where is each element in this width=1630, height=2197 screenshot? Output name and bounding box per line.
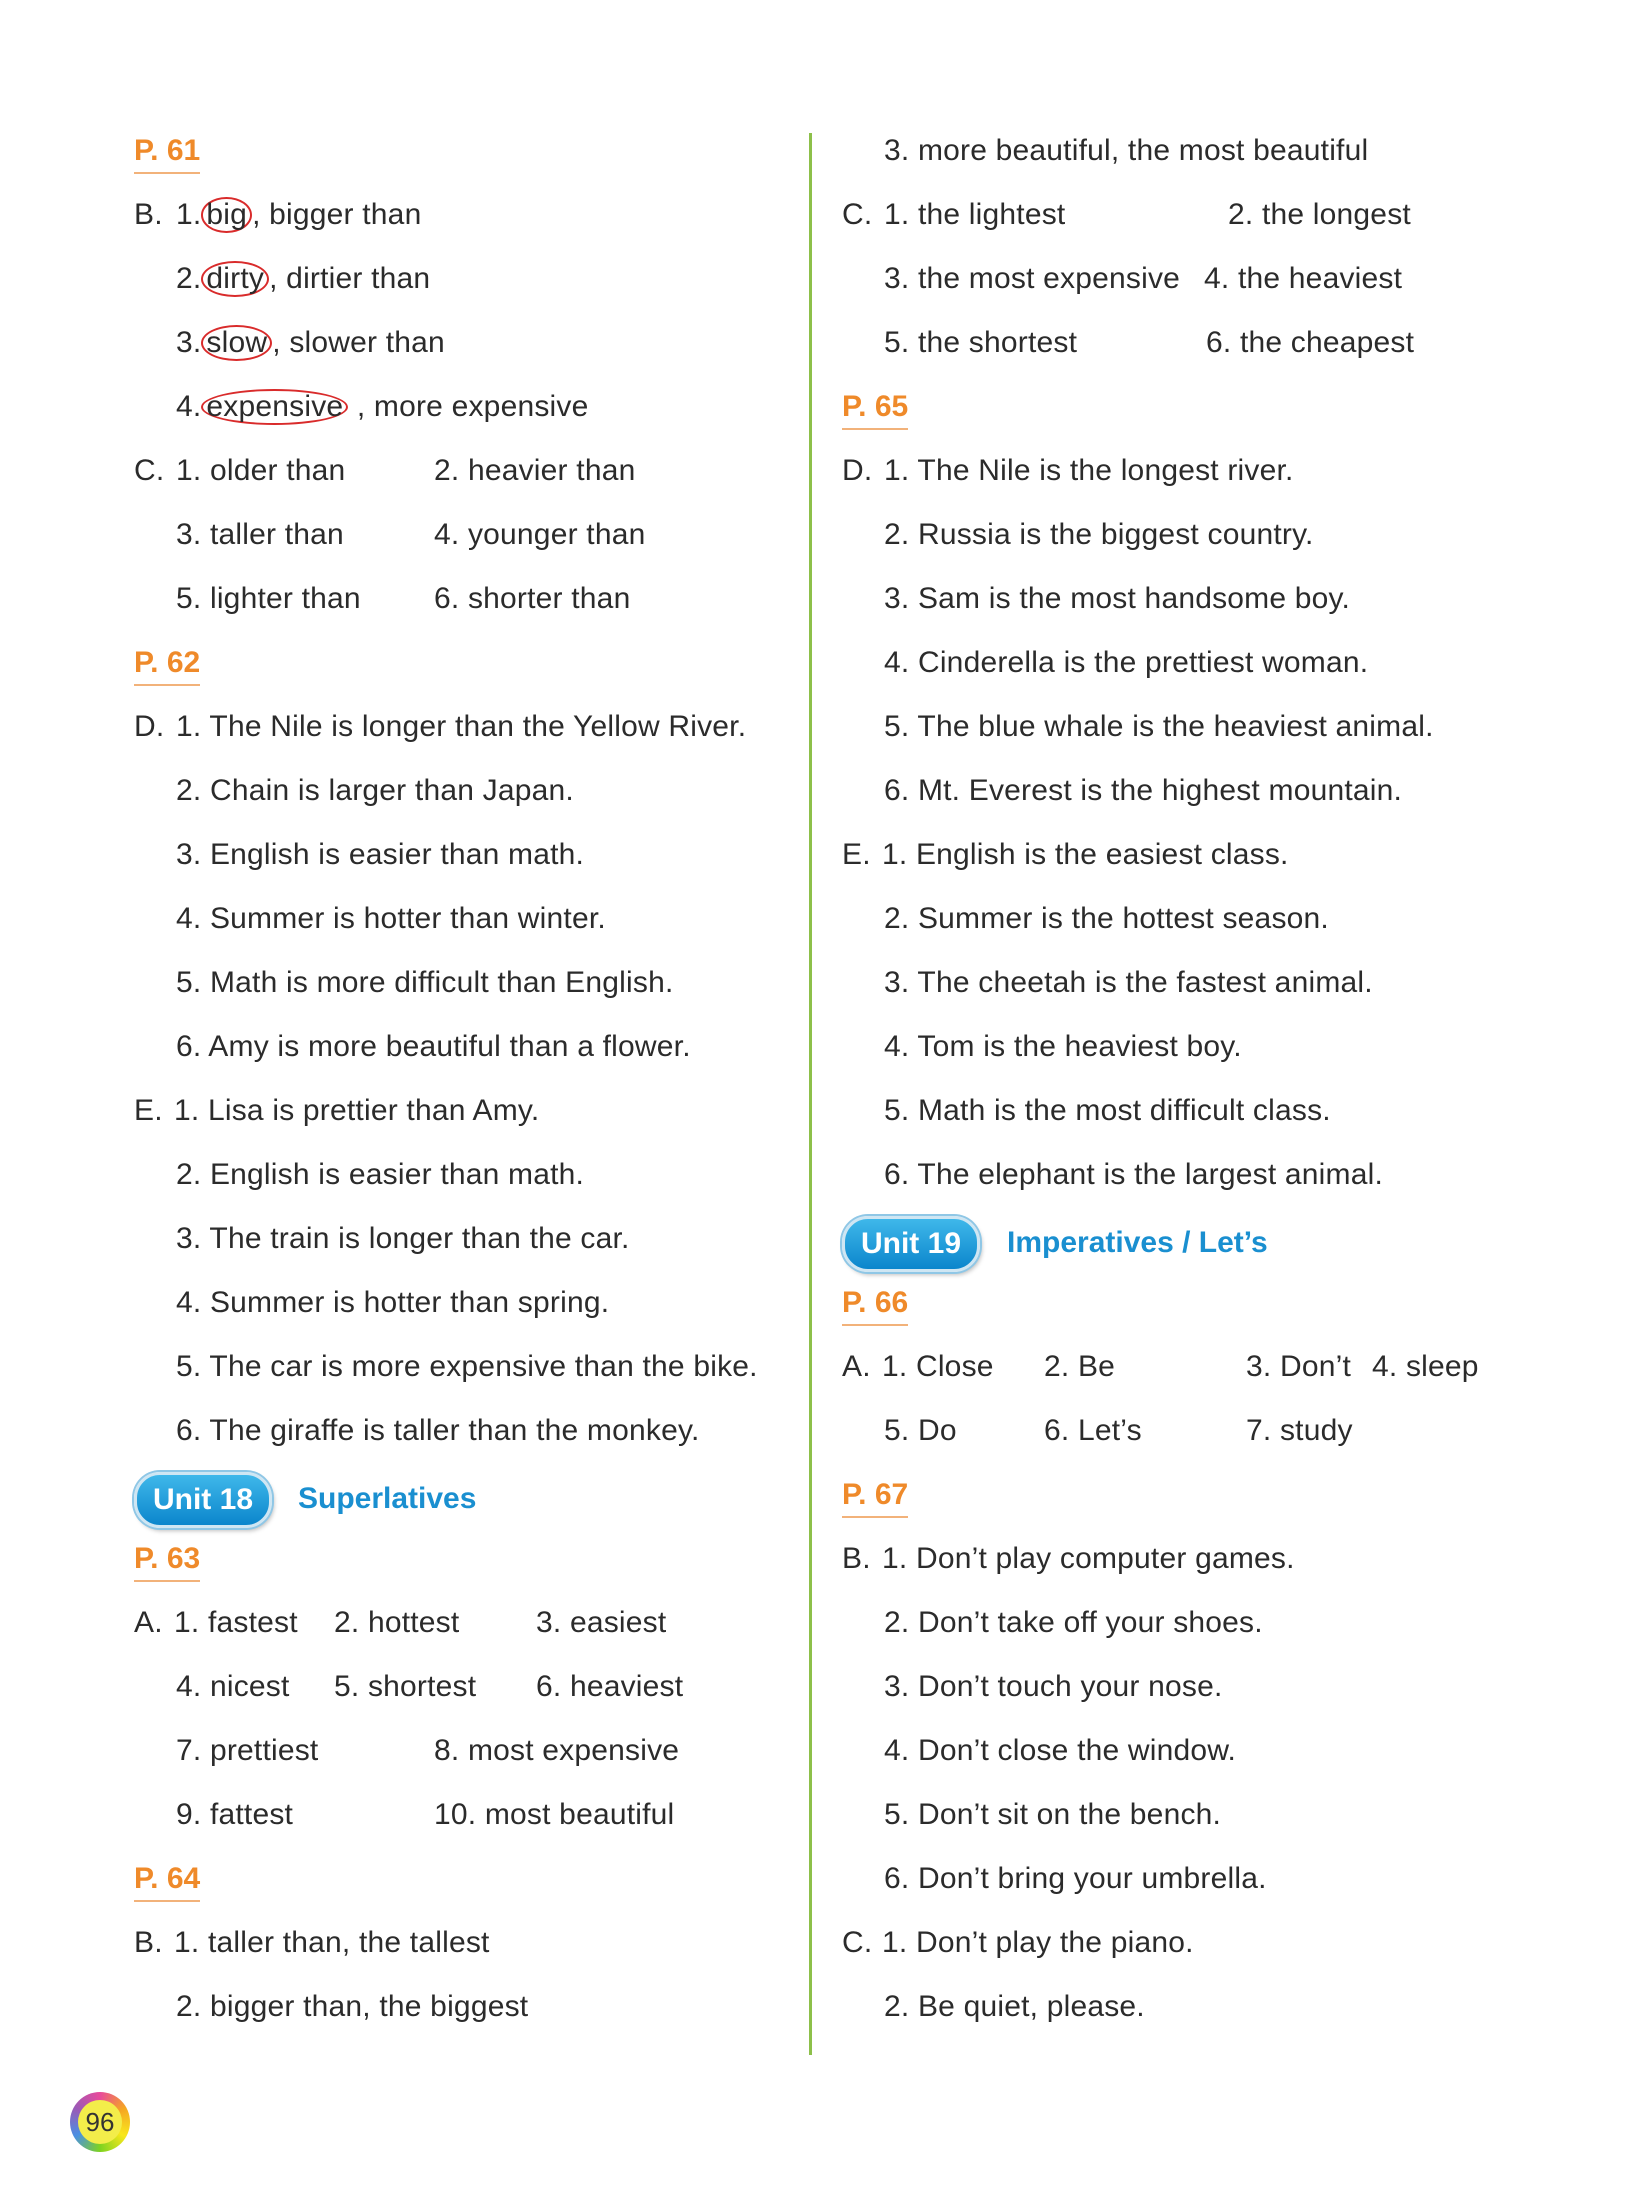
answer-e3: 3. The train is longer than the car. — [176, 1222, 630, 1255]
answer-c2: 2. heavier than — [434, 454, 636, 487]
answer-a4: 4. sleep — [1372, 1350, 1479, 1383]
answer-b3: 3. Don’t touch your nose. — [884, 1670, 1223, 1703]
answer-e6: 6. The giraffe is taller than the monkey. — [176, 1414, 700, 1447]
answer-c1: 1. Don’t play the piano. — [882, 1926, 1194, 1959]
unit-18-badge: Unit 18 — [134, 1472, 272, 1528]
answer-b1: 1. taller than, the tallest — [174, 1926, 490, 1959]
answer-a1: 1. Close — [882, 1350, 994, 1383]
section-letter-c: C. — [842, 198, 873, 231]
answer-e3: 3. The cheetah is the fastest animal. — [884, 966, 1373, 999]
column-divider — [809, 133, 812, 2055]
page-label-p65: P. 65 — [842, 389, 908, 430]
answer-b6: 6. Don’t bring your umbrella. — [884, 1862, 1267, 1895]
section-letter-a: A. — [842, 1350, 871, 1383]
answer-a7: 7. study — [1246, 1414, 1353, 1447]
answer-d2: 2. Russia is the biggest country. — [884, 518, 1314, 551]
answer-a5: 5. shortest — [334, 1670, 477, 1703]
answer-a1: 1. fastest — [174, 1606, 298, 1639]
section-letter-e: E. — [134, 1094, 163, 1127]
answer-d2: 2. Chain is larger than Japan. — [176, 774, 574, 807]
answer-c1: 1. older than — [176, 454, 346, 487]
answer-c2: 2. the longest — [1228, 198, 1411, 231]
answer-d1: 1. The Nile is longer than the Yellow River. — [176, 710, 747, 743]
answer-a6: 6. Let’s — [1044, 1414, 1142, 1447]
answer-a3: 3. easiest — [536, 1606, 667, 1639]
answer-a8: 8. most expensive — [434, 1734, 680, 1767]
section-letter-b: B. — [134, 1926, 163, 1959]
page-label-p63: P. 63 — [134, 1541, 200, 1582]
answer-b4: 4. expensive , more expensive — [176, 390, 589, 423]
answer-d5: 5. The blue whale is the heaviest animal. — [884, 710, 1434, 743]
section-letter-a: A. — [134, 1606, 163, 1639]
answer-b3: 3. slow , slower than — [176, 326, 445, 359]
answer-a2: 2. Be — [1044, 1350, 1116, 1383]
unit-19-badge: Unit 19 — [842, 1216, 980, 1272]
page-label-p67: P. 67 — [842, 1477, 908, 1518]
page-label-p64: P. 64 — [134, 1861, 200, 1902]
answer-b2: 2. bigger than, the biggest — [176, 1990, 529, 2023]
page-label-p66: P. 66 — [842, 1285, 908, 1326]
section-letter-b: B. — [842, 1542, 871, 1575]
answer-e1: 1. English is the easiest class. — [882, 838, 1289, 871]
answer-a2: 2. hottest — [334, 1606, 460, 1639]
answer-d3: 3. Sam is the most handsome boy. — [884, 582, 1351, 615]
page-number: 96 — [78, 2100, 122, 2144]
answer-d1: 1. The Nile is the longest river. — [884, 454, 1294, 487]
answer-a5: 5. Do — [884, 1414, 957, 1447]
answer-d3: 3. English is easier than math. — [176, 838, 585, 871]
section-letter-c: C. — [134, 454, 165, 487]
answer-a6: 6. heaviest — [536, 1670, 684, 1703]
answer-b3: 3. more beautiful, the most beautiful — [884, 134, 1369, 167]
answer-c1: 1. the lightest — [884, 198, 1066, 231]
unit-19-title: Imperatives / Let’s — [1007, 1226, 1268, 1259]
section-letter-d: D. — [842, 454, 873, 487]
answer-d4: 4. Cinderella is the prettiest woman. — [884, 646, 1369, 679]
answer-c2: 2. Be quiet, please. — [884, 1990, 1145, 2023]
answer-b4: 4. Don’t close the window. — [884, 1734, 1237, 1767]
answer-c4: 4. the heaviest — [1204, 262, 1403, 295]
answer-b1: 1. big , bigger than — [176, 198, 422, 231]
answer-e6: 6. The elephant is the largest animal. — [884, 1158, 1384, 1191]
answer-e2: 2. English is easier than math. — [176, 1158, 585, 1191]
circled-word: slow — [201, 325, 272, 361]
answer-e2: 2. Summer is the hottest season. — [884, 902, 1329, 935]
page-label-p62: P. 62 — [134, 645, 200, 686]
answer-c5: 5. the shortest — [884, 326, 1078, 359]
answer-c4: 4. younger than — [434, 518, 646, 551]
answer-c3: 3. taller than — [176, 518, 344, 551]
section-letter-c: C. — [842, 1926, 873, 1959]
answer-a7: 7. prettiest — [176, 1734, 319, 1767]
answer-b1: 1. Don’t play computer games. — [882, 1542, 1295, 1575]
answer-b2: 2. Don’t take off your shoes. — [884, 1606, 1263, 1639]
answer-e4: 4. Tom is the heaviest boy. — [884, 1030, 1242, 1063]
answer-e5: 5. Math is the most difficult class. — [884, 1094, 1331, 1127]
answer-c3: 3. the most expensive — [884, 262, 1181, 295]
circled-word: expensive — [201, 389, 348, 425]
page-label-p61: P. 61 — [134, 133, 200, 174]
answer-d5: 5. Math is more difficult than English. — [176, 966, 674, 999]
answer-d6: 6. Amy is more beautiful than a flower. — [176, 1030, 691, 1063]
answer-b2: 2. dirty , dirtier than — [176, 262, 431, 295]
section-letter-d: D. — [134, 710, 165, 743]
answer-e4: 4. Summer is hotter than spring. — [176, 1286, 610, 1319]
answer-c6: 6. shorter than — [434, 582, 631, 615]
section-letter-b: B. — [134, 198, 163, 231]
answer-e5: 5. The car is more expensive than the bike. — [176, 1350, 758, 1383]
answer-c5: 5. lighter than — [176, 582, 361, 615]
answer-b5: 5. Don’t sit on the bench. — [884, 1798, 1222, 1831]
page-number-badge — [70, 2092, 130, 2152]
answer-d4: 4. Summer is hotter than winter. — [176, 902, 606, 935]
answer-a9: 9. fattest — [176, 1798, 294, 1831]
circled-word: big — [201, 197, 252, 233]
unit-18-title: Superlatives — [298, 1482, 477, 1515]
answer-a4: 4. nicest — [176, 1670, 290, 1703]
section-letter-e: E. — [842, 838, 871, 871]
answer-c6: 6. the cheapest — [1206, 326, 1415, 359]
answer-d6: 6. Mt. Everest is the highest mountain. — [884, 774, 1403, 807]
answer-e1: 1. Lisa is prettier than Amy. — [174, 1094, 540, 1127]
circled-word: dirty — [201, 261, 269, 297]
answer-a3: 3. Don’t — [1246, 1350, 1351, 1383]
answer-a10: 10. most beautiful — [434, 1798, 675, 1831]
